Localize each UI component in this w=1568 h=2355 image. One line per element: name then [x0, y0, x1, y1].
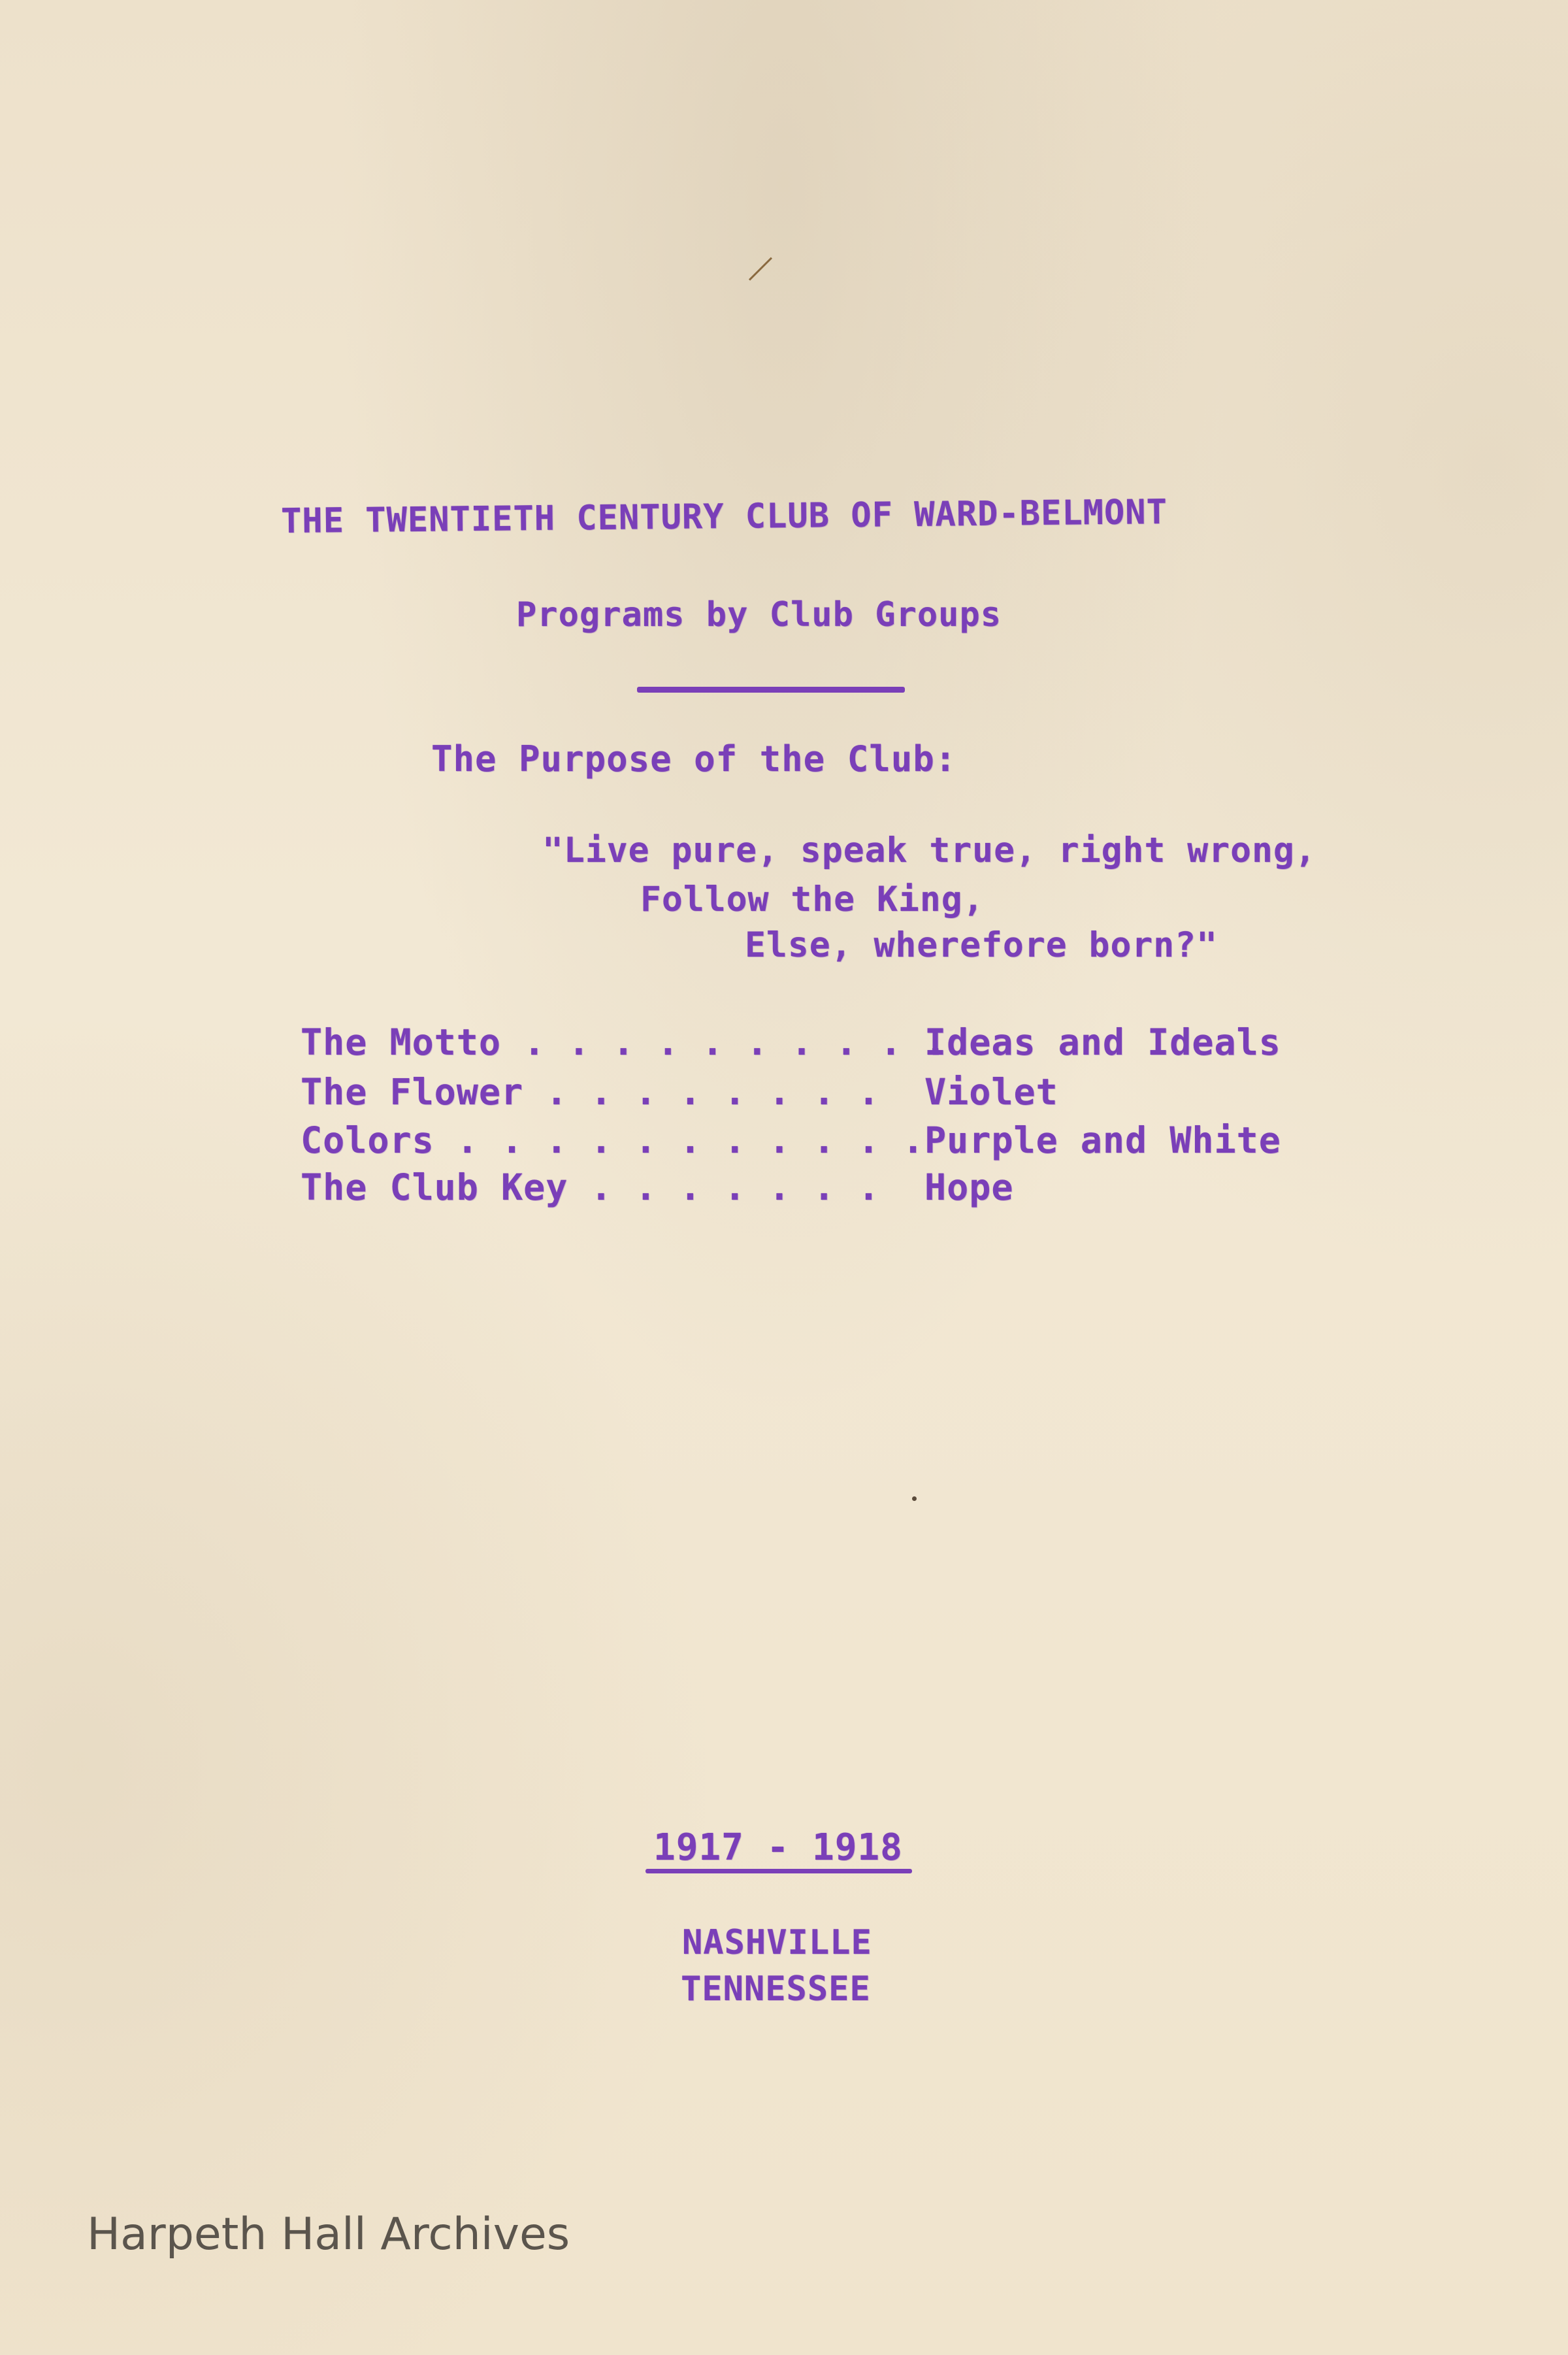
- club-key-value: Hope: [924, 1166, 1014, 1208]
- colors-value: Purple and White: [924, 1119, 1281, 1161]
- quote-line-1: "Live pure, speak true, right wrong,: [542, 831, 1316, 870]
- purpose-heading: The Purpose of the Club:: [431, 738, 957, 780]
- archive-watermark: Harpeth Hall Archives: [87, 2209, 570, 2260]
- pencil-mark: [749, 257, 772, 280]
- motto-label: The Motto . . . . . . . . . .: [301, 1021, 947, 1063]
- year-underline: [645, 1869, 912, 1873]
- quote-line-3: Else, wherefore born?": [745, 925, 1218, 965]
- title-underline: [637, 687, 905, 693]
- city-name: NASHVILLE: [682, 1923, 872, 1962]
- quote-line-2: Follow the King,: [640, 880, 985, 919]
- state-name: TENNESSEE: [681, 1969, 871, 2009]
- club-key-label: The Club Key . . . . . . .: [301, 1166, 880, 1208]
- paper-speck: [912, 1496, 917, 1501]
- document-title: THE TWENTIETH CENTURY CLUB OF WARD-BELMONT: [280, 492, 1168, 542]
- document-subtitle: Programs by Club Groups: [516, 595, 1002, 634]
- flower-value: Violet: [924, 1071, 1058, 1113]
- flower-label: The Flower . . . . . . . .: [301, 1071, 880, 1113]
- colors-label: Colors . . . . . . . . . . .: [301, 1119, 925, 1161]
- motto-value: Ideas and Ideals: [924, 1021, 1281, 1063]
- year-range: 1917 - 1918: [653, 1826, 903, 1869]
